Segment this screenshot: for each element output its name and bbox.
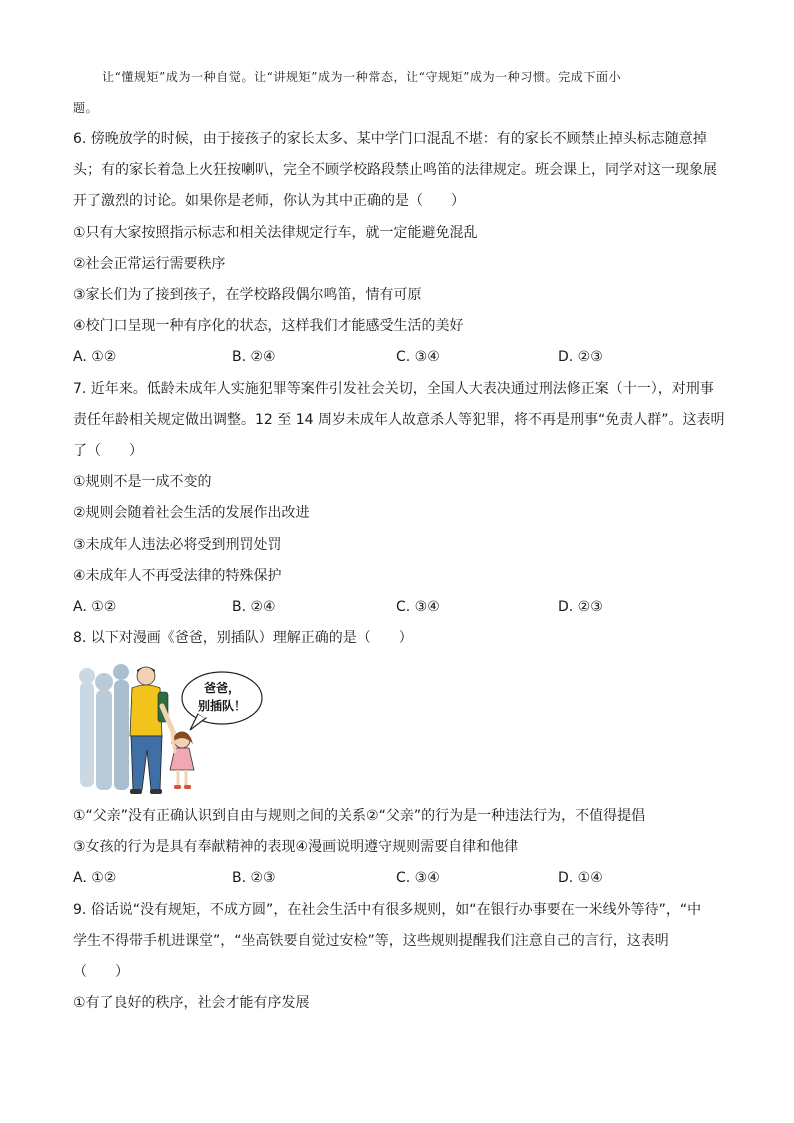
q6-option-a[interactable]: A. ①② (73, 349, 117, 365)
q7-statement-1: ①规则不是一成不变的 (73, 474, 212, 490)
intro-line-1: 让“懂规矩”成为一种自觉。让“讲规矩”成为一种常态，让“守规矩”成为一种习惯。完成下面小 (102, 70, 622, 84)
q7-option-d[interactable]: D. ②③ (558, 599, 603, 615)
bubble-line-1: 爸爸， (203, 681, 241, 695)
q6-statement-2: ②社会正常运行需要秩序 (73, 256, 226, 272)
q6-stem-line-2: 头；有的家长着急上火狂按喇叭，完全不顾学校路段禁止鸣笛的法律规定。班会课上，同学对这一现象展 (73, 162, 717, 178)
girl-figure (170, 732, 194, 789)
q6-option-b[interactable]: B. ②④ (232, 349, 276, 365)
q7-stem-line-3: 了（ ） (73, 443, 143, 459)
q6-statement-1: ①只有大家按照指示标志和相关法律规定行车，就一定能避免混乱 (73, 225, 478, 241)
q7-stem-line-1: 7. 近年来。低龄未成年人实施犯罪等案件引发社会关切，全国人大表决通过刑法修正案（十一），对刑事 (73, 381, 714, 397)
q8-option-d[interactable]: D. ①④ (558, 870, 603, 886)
q6-stem-line-1: 6. 傍晚放学的时候，由于接孩子的家长太多、某中学门口混乱不堪：有的家长不顾禁止掉头标志随意掉 (73, 131, 707, 147)
q7-option-b[interactable]: B. ②④ (232, 599, 276, 615)
q6-statement-4: ④校门口呈现一种有序化的状态，这样我们才能感受生活的美好 (73, 318, 464, 334)
q8-stem: 8. 以下对漫画《爸爸，别插队）理解正确的是（ ） (73, 630, 413, 646)
father-figure (130, 667, 174, 794)
crowd-silhouettes (79, 664, 129, 790)
q8-statement-1: ①“父亲”没有正确认识到自由与规则之间的关系②“父亲”的行为是一种违法行为，不值得提倡 (73, 808, 646, 824)
q9-stem-line-2: 学生不得带手机进课堂”，“坐高铁要自觉过安检”等，这些规则提醒我们注意自己的言行，这表明 (73, 933, 669, 949)
intro-line-2: 题。 (73, 101, 99, 115)
q9-stem-line-1: 9. 俗话说“没有规矩，不成方圆”，在社会生活中有很多规则，如“在银行办事要在一米线外等待”，“中 (73, 902, 702, 918)
q8-option-b[interactable]: B. ②③ (232, 870, 276, 886)
q7-statement-3: ③未成年人违法必将受到刑罚处罚 (73, 537, 282, 553)
q8-option-c[interactable]: C. ③④ (396, 870, 440, 886)
q7-statement-2: ②规则会随着社会生活的发展作出改进 (73, 505, 310, 521)
bubble-line-2: 别插队！ (197, 699, 247, 713)
q7-option-a[interactable]: A. ①② (73, 599, 117, 615)
q6-statement-3: ③家长们为了接到孩子，在学校路段偶尔鸣笛，情有可原 (73, 287, 422, 303)
q6-option-d[interactable]: D. ②③ (558, 349, 603, 365)
cartoon-dad-dont-cut-in-line (78, 662, 268, 800)
speech-bubble (182, 672, 262, 730)
q9-statement-1: ①有了良好的秩序，社会才能有序发展 (73, 995, 310, 1011)
q9-stem-line-3: （ ） (73, 964, 129, 980)
q8-option-a[interactable]: A. ①② (73, 870, 117, 886)
q7-option-c[interactable]: C. ③④ (396, 599, 440, 615)
q7-statement-4: ④未成年人不再受法律的特殊保护 (73, 568, 282, 584)
q6-stem-line-3: 开了激烈的讨论。如果你是老师，你认为其中正确的是（ ） (73, 193, 465, 209)
q6-option-c[interactable]: C. ③④ (396, 349, 440, 365)
q7-stem-line-2: 责任年龄相关规定做出调整。12 至 14 周岁未成年人故意杀人等犯罪，将不再是刑事“免责人群”。这表明 (73, 412, 725, 428)
q8-statement-2: ③女孩的行为是具有奉献精神的表现④漫画说明遵守规则需要自律和他律 (73, 839, 519, 855)
